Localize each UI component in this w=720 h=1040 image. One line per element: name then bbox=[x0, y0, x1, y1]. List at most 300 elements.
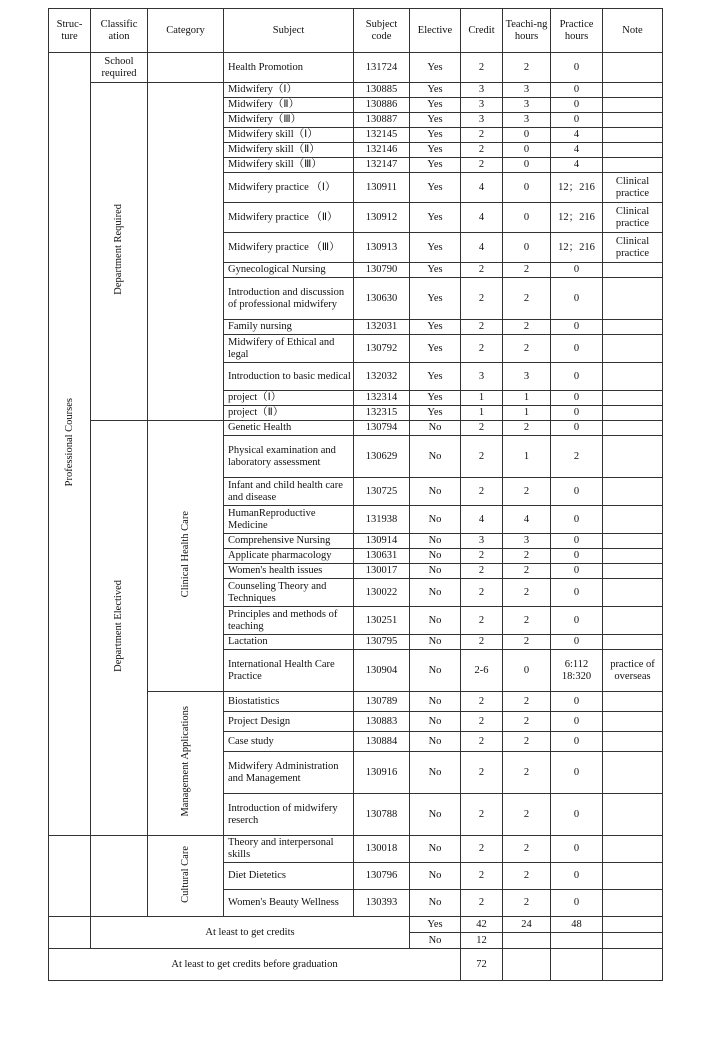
classification-department-elective bbox=[91, 421, 148, 836]
category-cultural-care-label: Cultural Care bbox=[179, 845, 191, 903]
category-cultural-care bbox=[148, 836, 224, 917]
cell-credit: 2 bbox=[461, 421, 503, 436]
cell-note bbox=[603, 506, 663, 534]
cell-note: practice of overseas bbox=[603, 650, 663, 692]
cell-teaching: 1 bbox=[503, 391, 551, 406]
summary-no-teaching bbox=[503, 933, 551, 949]
cell-code: 130794 bbox=[354, 421, 410, 436]
cell-teaching: 2 bbox=[503, 549, 551, 564]
cell-credit: 2 bbox=[461, 320, 503, 335]
cell-credit: 2 bbox=[461, 836, 503, 863]
cell-code: 132314 bbox=[354, 391, 410, 406]
cell-subject: Case study bbox=[224, 732, 354, 752]
cell-practice: 0 bbox=[551, 732, 603, 752]
cell-code: 130795 bbox=[354, 635, 410, 650]
cell-teaching: 2 bbox=[503, 836, 551, 863]
cell-code: 131724 bbox=[354, 53, 410, 83]
cell-practice: 0 bbox=[551, 98, 603, 113]
cell-subject: project（Ⅰ） bbox=[224, 391, 354, 406]
cell-subject: Health Promotion bbox=[224, 53, 354, 83]
cell-elective: No bbox=[410, 752, 461, 794]
cell-practice: 0 bbox=[551, 320, 603, 335]
cell-note bbox=[603, 128, 663, 143]
cell-subject: project（Ⅱ） bbox=[224, 406, 354, 421]
table-row bbox=[49, 421, 663, 436]
cell-code: 132145 bbox=[354, 128, 410, 143]
summary-no-label: No bbox=[410, 933, 461, 949]
cell-subject: Midwifery practice （Ⅲ） bbox=[224, 233, 354, 263]
cell-elective: No bbox=[410, 564, 461, 579]
cell-note bbox=[603, 863, 663, 890]
cell-subject: Introduction of midwifery reserch bbox=[224, 794, 354, 836]
cell-practice: 0 bbox=[551, 564, 603, 579]
cell-subject: Midwifery practice （Ⅱ） bbox=[224, 203, 354, 233]
cell-code: 130887 bbox=[354, 113, 410, 128]
cell-code: 132315 bbox=[354, 406, 410, 421]
cell-teaching: 2 bbox=[503, 635, 551, 650]
cell-credit: 3 bbox=[461, 98, 503, 113]
category-management-applications bbox=[148, 692, 224, 836]
cell-elective: Yes bbox=[410, 278, 461, 320]
cell-note bbox=[603, 320, 663, 335]
cell-note bbox=[603, 436, 663, 478]
cell-note bbox=[603, 579, 663, 607]
cell-elective: No bbox=[410, 549, 461, 564]
cell-teaching: 3 bbox=[503, 98, 551, 113]
header-note: Note bbox=[603, 9, 663, 53]
curriculum-table bbox=[48, 8, 663, 981]
cell-credit: 2 bbox=[461, 263, 503, 278]
cell-code: 130886 bbox=[354, 98, 410, 113]
table-row bbox=[49, 53, 663, 83]
cell-credit: 2-6 bbox=[461, 650, 503, 692]
cell-practice: 4 bbox=[551, 128, 603, 143]
cell-note bbox=[603, 83, 663, 98]
cell-subject: Women's Beauty Wellness bbox=[224, 890, 354, 917]
cell-practice: 0 bbox=[551, 579, 603, 607]
classification-school-required: School required bbox=[91, 53, 148, 83]
classification-department-elective-label: Department Electived bbox=[113, 580, 124, 672]
cell-practice: 0 bbox=[551, 363, 603, 391]
summary-structure-empty bbox=[49, 917, 91, 949]
summary-graduation-practice bbox=[551, 949, 603, 981]
summary-row-graduation bbox=[49, 949, 663, 981]
summary-graduation-teaching bbox=[503, 949, 551, 981]
header-subject: Subject bbox=[224, 9, 354, 53]
cell-note bbox=[603, 335, 663, 363]
cell-code: 130796 bbox=[354, 863, 410, 890]
cell-credit: 2 bbox=[461, 635, 503, 650]
cell-teaching: 1 bbox=[503, 436, 551, 478]
cell-note bbox=[603, 158, 663, 173]
cell-subject: Comprehensive Nursing bbox=[224, 534, 354, 549]
cell-teaching: 2 bbox=[503, 421, 551, 436]
cell-code: 130629 bbox=[354, 436, 410, 478]
cell-elective: No bbox=[410, 692, 461, 712]
structure-professional-courses-label: Professional Courses bbox=[63, 397, 75, 487]
cell-credit: 2 bbox=[461, 607, 503, 635]
cell-elective: Yes bbox=[410, 98, 461, 113]
cell-credit: 2 bbox=[461, 278, 503, 320]
cell-practice: 0 bbox=[551, 712, 603, 732]
category-empty bbox=[148, 53, 224, 83]
cell-elective: No bbox=[410, 506, 461, 534]
cell-code: 130251 bbox=[354, 607, 410, 635]
cell-code: 130631 bbox=[354, 549, 410, 564]
cell-subject: International Health Care Practice bbox=[224, 650, 354, 692]
cell-elective: No bbox=[410, 607, 461, 635]
cell-credit: 2 bbox=[461, 158, 503, 173]
cell-teaching: 2 bbox=[503, 863, 551, 890]
cell-code: 130788 bbox=[354, 794, 410, 836]
cell-code: 132146 bbox=[354, 143, 410, 158]
cell-note bbox=[603, 98, 663, 113]
cell-subject: Genetic Health bbox=[224, 421, 354, 436]
classification-department-required-label: Department Required bbox=[113, 204, 124, 295]
cell-subject: Introduction and discussion of professional midwifery bbox=[224, 278, 354, 320]
cell-subject: Infant and child health care and disease bbox=[224, 478, 354, 506]
cell-elective: Yes bbox=[410, 53, 461, 83]
cell-practice: 0 bbox=[551, 794, 603, 836]
cell-elective: No bbox=[410, 478, 461, 506]
summary-row-yes bbox=[49, 917, 663, 933]
header-teaching-hours: Teachi-ng hours bbox=[503, 9, 551, 53]
summary-no-note bbox=[603, 933, 663, 949]
cell-practice: 0 bbox=[551, 406, 603, 421]
cell-subject: Principles and methods of teaching bbox=[224, 607, 354, 635]
summary-graduation-credit: 72 bbox=[461, 949, 503, 981]
cell-credit: 4 bbox=[461, 233, 503, 263]
cell-teaching: 3 bbox=[503, 113, 551, 128]
cell-practice: 0 bbox=[551, 421, 603, 436]
cell-practice: 0 bbox=[551, 335, 603, 363]
cell-code: 130884 bbox=[354, 732, 410, 752]
cell-practice: 12；216 bbox=[551, 233, 603, 263]
cell-practice: 0 bbox=[551, 635, 603, 650]
cell-code: 130916 bbox=[354, 752, 410, 794]
cell-practice: 4 bbox=[551, 158, 603, 173]
cell-teaching: 2 bbox=[503, 278, 551, 320]
cell-code: 130017 bbox=[354, 564, 410, 579]
cell-credit: 2 bbox=[461, 890, 503, 917]
cell-note bbox=[603, 478, 663, 506]
cell-code: 130022 bbox=[354, 579, 410, 607]
summary-graduation-note bbox=[603, 949, 663, 981]
cell-teaching: 2 bbox=[503, 53, 551, 83]
cell-note: Clinical practice bbox=[603, 233, 663, 263]
cell-elective: No bbox=[410, 650, 461, 692]
cell-elective: Yes bbox=[410, 173, 461, 203]
cell-practice: 0 bbox=[551, 607, 603, 635]
cell-teaching: 0 bbox=[503, 173, 551, 203]
cell-practice: 0 bbox=[551, 836, 603, 863]
header-subject-code: Subject code bbox=[354, 9, 410, 53]
cell-code: 130393 bbox=[354, 890, 410, 917]
cell-elective: No bbox=[410, 863, 461, 890]
summary-yes-label: Yes bbox=[410, 917, 461, 933]
cell-teaching: 2 bbox=[503, 564, 551, 579]
header-row bbox=[49, 9, 663, 53]
cell-subject: Midwifery（Ⅰ） bbox=[224, 83, 354, 98]
cell-elective: No bbox=[410, 421, 461, 436]
cell-note bbox=[603, 692, 663, 712]
cell-code: 130792 bbox=[354, 335, 410, 363]
cell-credit: 2 bbox=[461, 335, 503, 363]
cell-elective: Yes bbox=[410, 406, 461, 421]
cell-practice: 0 bbox=[551, 478, 603, 506]
cell-practice: 0 bbox=[551, 692, 603, 712]
cell-elective: No bbox=[410, 534, 461, 549]
header-classification: Classific ation bbox=[91, 9, 148, 53]
category-management-applications-label: Management Applications bbox=[179, 706, 191, 817]
cell-elective: Yes bbox=[410, 263, 461, 278]
cell-code: 130789 bbox=[354, 692, 410, 712]
curriculum-body bbox=[49, 9, 663, 981]
cell-credit: 2 bbox=[461, 579, 503, 607]
cell-note bbox=[603, 391, 663, 406]
cell-credit: 2 bbox=[461, 752, 503, 794]
classification-department-required bbox=[91, 83, 148, 421]
cell-practice: 0 bbox=[551, 549, 603, 564]
cell-teaching: 0 bbox=[503, 650, 551, 692]
cell-credit: 2 bbox=[461, 564, 503, 579]
cell-code: 130018 bbox=[354, 836, 410, 863]
cell-note bbox=[603, 113, 663, 128]
category-clinical-health-care-label: Clinical Health Care bbox=[179, 510, 191, 598]
cell-teaching: 2 bbox=[503, 692, 551, 712]
cell-practice: 0 bbox=[551, 534, 603, 549]
cell-subject: Theory and interpersonal skills bbox=[224, 836, 354, 863]
cell-note bbox=[603, 890, 663, 917]
cell-credit: 3 bbox=[461, 83, 503, 98]
cell-elective: Yes bbox=[410, 143, 461, 158]
summary-no-practice bbox=[551, 933, 603, 949]
cell-note bbox=[603, 635, 663, 650]
cell-subject: Gynecological Nursing bbox=[224, 263, 354, 278]
cell-teaching: 0 bbox=[503, 158, 551, 173]
table-row bbox=[49, 836, 663, 863]
summary-least-label: At least to get credits bbox=[91, 917, 410, 949]
cell-elective: No bbox=[410, 794, 461, 836]
cell-teaching: 3 bbox=[503, 534, 551, 549]
cell-practice: 0 bbox=[551, 391, 603, 406]
cell-credit: 1 bbox=[461, 406, 503, 421]
cell-elective: No bbox=[410, 836, 461, 863]
cell-subject: Midwifery skill（Ⅱ） bbox=[224, 143, 354, 158]
cell-subject: Midwifery（Ⅱ） bbox=[224, 98, 354, 113]
cell-credit: 2 bbox=[461, 478, 503, 506]
cell-note: Clinical practice bbox=[603, 203, 663, 233]
cell-elective: No bbox=[410, 436, 461, 478]
cell-practice: 0 bbox=[551, 890, 603, 917]
cell-note bbox=[603, 363, 663, 391]
cell-elective: No bbox=[410, 579, 461, 607]
cell-elective: No bbox=[410, 712, 461, 732]
structure-professional-courses bbox=[49, 53, 91, 836]
cell-subject: Physical examination and laboratory assessment bbox=[224, 436, 354, 478]
summary-yes-teaching: 24 bbox=[503, 917, 551, 933]
cell-subject: Family nursing bbox=[224, 320, 354, 335]
cell-credit: 2 bbox=[461, 732, 503, 752]
cell-subject: Diet Dietetics bbox=[224, 863, 354, 890]
cell-practice: 0 bbox=[551, 863, 603, 890]
cell-subject: HumanReproductive Medicine bbox=[224, 506, 354, 534]
summary-yes-practice: 48 bbox=[551, 917, 603, 933]
cell-practice: 2 bbox=[551, 436, 603, 478]
cell-note bbox=[603, 836, 663, 863]
cell-teaching: 2 bbox=[503, 712, 551, 732]
cell-practice: 0 bbox=[551, 263, 603, 278]
cell-note bbox=[603, 712, 663, 732]
cell-credit: 4 bbox=[461, 203, 503, 233]
cell-elective: Yes bbox=[410, 203, 461, 233]
cell-elective: Yes bbox=[410, 335, 461, 363]
cell-credit: 2 bbox=[461, 692, 503, 712]
category-empty bbox=[148, 83, 224, 421]
cell-note bbox=[603, 549, 663, 564]
cell-subject: Midwifery of Ethical and legal bbox=[224, 335, 354, 363]
cell-credit: 4 bbox=[461, 506, 503, 534]
cell-subject: Counseling Theory and Techniques bbox=[224, 579, 354, 607]
cell-subject: Project Design bbox=[224, 712, 354, 732]
cell-practice: 0 bbox=[551, 83, 603, 98]
cell-teaching: 3 bbox=[503, 83, 551, 98]
cell-subject: Midwifery Administration and Management bbox=[224, 752, 354, 794]
cell-note bbox=[603, 564, 663, 579]
cell-note bbox=[603, 143, 663, 158]
cell-code: 130914 bbox=[354, 534, 410, 549]
cell-credit: 3 bbox=[461, 534, 503, 549]
cell-practice: 12；216 bbox=[551, 173, 603, 203]
cell-practice: 0 bbox=[551, 752, 603, 794]
cell-credit: 4 bbox=[461, 173, 503, 203]
summary-yes-note bbox=[603, 917, 663, 933]
cell-code: 132032 bbox=[354, 363, 410, 391]
cell-teaching: 2 bbox=[503, 794, 551, 836]
cell-code: 131938 bbox=[354, 506, 410, 534]
cell-elective: Yes bbox=[410, 320, 461, 335]
cell-code: 130912 bbox=[354, 203, 410, 233]
cell-teaching: 2 bbox=[503, 579, 551, 607]
cell-teaching: 2 bbox=[503, 263, 551, 278]
curriculum-sheet bbox=[48, 8, 663, 981]
cell-code: 132147 bbox=[354, 158, 410, 173]
cell-note bbox=[603, 421, 663, 436]
cell-subject: Midwifery practice （Ⅰ） bbox=[224, 173, 354, 203]
cell-credit: 2 bbox=[461, 794, 503, 836]
cell-code: 130883 bbox=[354, 712, 410, 732]
cell-code: 130911 bbox=[354, 173, 410, 203]
cell-subject: Midwifery（Ⅲ） bbox=[224, 113, 354, 128]
cell-note bbox=[603, 534, 663, 549]
cell-credit: 2 bbox=[461, 549, 503, 564]
cell-teaching: 3 bbox=[503, 363, 551, 391]
cell-code: 130904 bbox=[354, 650, 410, 692]
cell-note bbox=[603, 732, 663, 752]
cell-credit: 2 bbox=[461, 128, 503, 143]
cell-elective: Yes bbox=[410, 233, 461, 263]
cell-note bbox=[603, 263, 663, 278]
cell-note: Clinical practice bbox=[603, 173, 663, 203]
header-practice-hours: Practice hours bbox=[551, 9, 603, 53]
cell-credit: 2 bbox=[461, 143, 503, 158]
cell-code: 130913 bbox=[354, 233, 410, 263]
cell-elective: Yes bbox=[410, 83, 461, 98]
cell-teaching: 0 bbox=[503, 143, 551, 158]
cell-teaching: 2 bbox=[503, 335, 551, 363]
classification-empty bbox=[91, 836, 148, 917]
cell-elective: No bbox=[410, 890, 461, 917]
cell-note bbox=[603, 53, 663, 83]
header-structure: Struc-ture bbox=[49, 9, 91, 53]
cell-note bbox=[603, 406, 663, 421]
cell-note bbox=[603, 278, 663, 320]
cell-subject: Midwifery skill（Ⅰ） bbox=[224, 128, 354, 143]
cell-code: 130630 bbox=[354, 278, 410, 320]
cell-subject: Women's health issues bbox=[224, 564, 354, 579]
summary-graduation-label: At least to get credits before graduation bbox=[49, 949, 461, 981]
cell-subject: Lactation bbox=[224, 635, 354, 650]
cell-practice: 0 bbox=[551, 113, 603, 128]
cell-code: 130885 bbox=[354, 83, 410, 98]
cell-teaching: 1 bbox=[503, 406, 551, 421]
cell-elective: Yes bbox=[410, 128, 461, 143]
cell-teaching: 2 bbox=[503, 752, 551, 794]
cell-teaching: 2 bbox=[503, 607, 551, 635]
cell-elective: Yes bbox=[410, 113, 461, 128]
cell-teaching: 2 bbox=[503, 890, 551, 917]
cell-credit: 2 bbox=[461, 712, 503, 732]
cell-teaching: 0 bbox=[503, 233, 551, 263]
cell-elective: Yes bbox=[410, 363, 461, 391]
cell-elective: Yes bbox=[410, 158, 461, 173]
structure-empty bbox=[49, 836, 91, 917]
cell-teaching: 2 bbox=[503, 478, 551, 506]
cell-credit: 2 bbox=[461, 863, 503, 890]
header-category: Category bbox=[148, 9, 224, 53]
header-elective: Elective bbox=[410, 9, 461, 53]
cell-teaching: 0 bbox=[503, 203, 551, 233]
cell-practice: 12；216 bbox=[551, 203, 603, 233]
cell-credit: 1 bbox=[461, 391, 503, 406]
summary-no-credit: 12 bbox=[461, 933, 503, 949]
cell-teaching: 0 bbox=[503, 128, 551, 143]
cell-teaching: 2 bbox=[503, 732, 551, 752]
header-credit: Credit bbox=[461, 9, 503, 53]
cell-code: 130725 bbox=[354, 478, 410, 506]
cell-note bbox=[603, 794, 663, 836]
summary-yes-credit: 42 bbox=[461, 917, 503, 933]
cell-elective: Yes bbox=[410, 391, 461, 406]
cell-subject: Biostatistics bbox=[224, 692, 354, 712]
cell-practice: 0 bbox=[551, 506, 603, 534]
cell-credit: 3 bbox=[461, 363, 503, 391]
cell-code: 132031 bbox=[354, 320, 410, 335]
category-clinical-health-care bbox=[148, 421, 224, 692]
cell-practice: 4 bbox=[551, 143, 603, 158]
cell-elective: No bbox=[410, 732, 461, 752]
cell-practice: 6:112 18:320 bbox=[551, 650, 603, 692]
cell-credit: 2 bbox=[461, 436, 503, 478]
cell-code: 130790 bbox=[354, 263, 410, 278]
cell-subject: Midwifery skill（Ⅲ） bbox=[224, 158, 354, 173]
table-row bbox=[49, 83, 663, 98]
cell-practice: 0 bbox=[551, 278, 603, 320]
cell-teaching: 4 bbox=[503, 506, 551, 534]
cell-elective: No bbox=[410, 635, 461, 650]
cell-subject: Introduction to basic medical bbox=[224, 363, 354, 391]
cell-credit: 2 bbox=[461, 53, 503, 83]
